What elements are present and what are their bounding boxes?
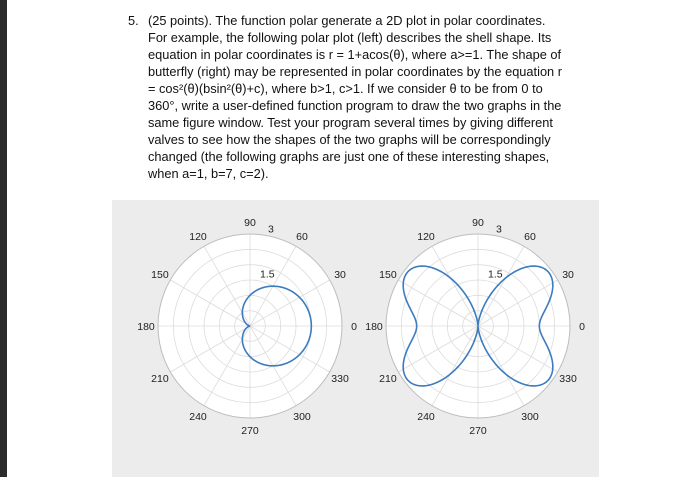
angle-tick-label: 60 [524, 230, 536, 243]
question-number: 5. [128, 13, 139, 28]
radius-tick-label: 1.5 [487, 268, 503, 281]
figure-window [112, 200, 599, 477]
butterfly-polar-plot [365, 217, 585, 437]
radius-tick-label: 3 [267, 223, 274, 236]
figure-canvas [112, 200, 599, 477]
question-line: For example, the following polar plot (left) describes the shell shape. Its [148, 30, 552, 45]
shell-polar-plot [137, 217, 357, 437]
angle-tick-label: 150 [379, 269, 397, 281]
angle-tick-label: 210 [379, 373, 397, 385]
question-block [128, 12, 598, 182]
question-line: 360°, write a user-defined function program to draw the two graphs in the [148, 98, 562, 113]
angle-tick-label: 330 [331, 373, 349, 385]
angle-tick-label: 300 [521, 411, 539, 424]
question-line: equation in polar coordinates is r = 1+acos(θ), where a>=1. The shape of [148, 47, 562, 62]
angle-tick-label: 180 [365, 321, 383, 333]
question-line: butterfly (right) may be represented in polar coordinates by the equation r [148, 64, 562, 79]
angle-tick-label: 120 [189, 230, 207, 243]
angle-tick-label: 180 [137, 321, 155, 333]
angle-tick-label: 240 [417, 411, 435, 424]
angle-tick-label: 60 [296, 230, 308, 243]
question-text [148, 12, 598, 182]
angle-tick-label: 90 [244, 217, 256, 229]
angle-tick-label: 330 [559, 373, 577, 385]
angle-tick-label: 210 [151, 373, 169, 385]
question-line: same figure window. Test your program several times by giving different [148, 115, 553, 130]
question-line: when a=1, b=7, c=2). [148, 166, 269, 181]
angle-tick-label: 0 [579, 321, 585, 333]
question-line: changed (the following graphs are just one of these interesting shapes, [148, 149, 550, 164]
left-edge-bar [0, 0, 7, 477]
angle-tick-label: 0 [351, 321, 357, 333]
radius-tick-label: 1.5 [259, 268, 275, 281]
angle-tick-label: 30 [562, 269, 574, 281]
angle-tick-label: 270 [469, 425, 487, 437]
angle-tick-label: 240 [189, 411, 207, 424]
angle-tick-label: 90 [472, 217, 484, 229]
question-line: (25 points). The function polar generate a 2D plot in polar coordinates. [148, 13, 546, 28]
radius-tick-label: 3 [495, 223, 502, 236]
question-line: = cos²(θ)(bsin²(θ)+c), where b>1, c>1. If we consider θ to be from 0 to [148, 81, 543, 96]
angle-tick-label: 120 [417, 230, 435, 243]
angle-tick-label: 270 [241, 425, 259, 437]
angle-tick-label: 300 [293, 411, 311, 424]
question-line: valves to see how the shapes of the two graphs will be correspondingly [148, 132, 551, 147]
angle-tick-label: 30 [334, 269, 346, 281]
angle-tick-label: 150 [151, 269, 169, 281]
